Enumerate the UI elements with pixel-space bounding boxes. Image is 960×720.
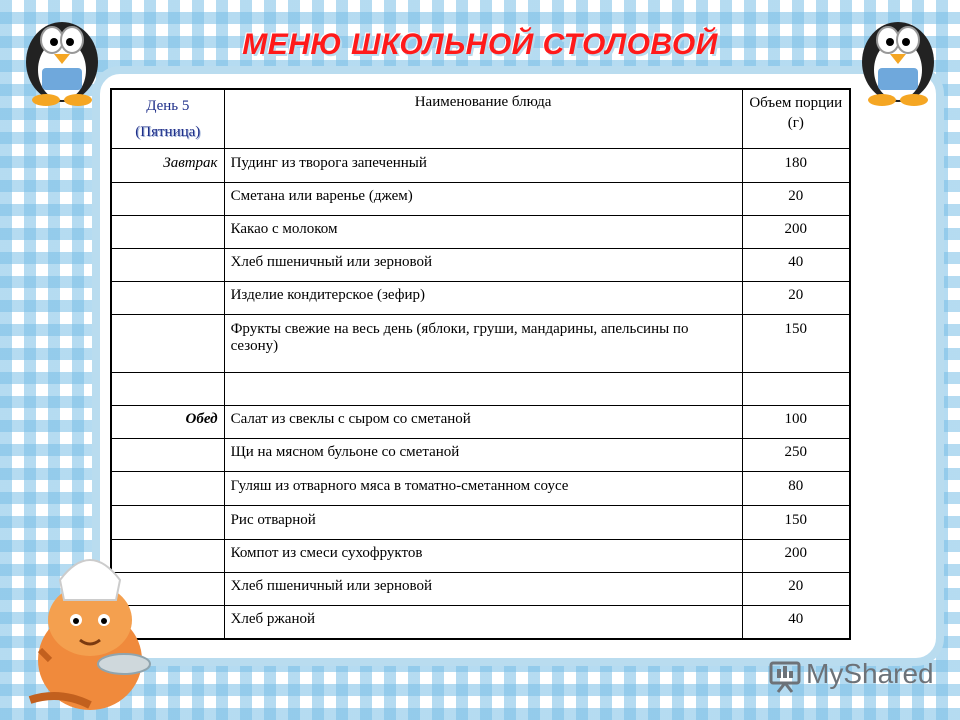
table-row: [111, 540, 850, 573]
grams-cell: 40: [742, 606, 850, 640]
table-row: [111, 606, 850, 640]
meal-cell: [111, 183, 224, 216]
dish-cell: Щи на мясном бульоне со сметаной: [224, 439, 742, 472]
table-row: [111, 506, 850, 540]
table-row: [111, 472, 850, 506]
grams-cell: 20: [742, 183, 850, 216]
penguin-left-icon: [14, 6, 110, 106]
dish-cell: Хлеб пшеничный или зерновой: [224, 249, 742, 282]
dish-cell: Салат из свеклы с сыром со сметаной: [224, 406, 742, 439]
table-row: [111, 282, 850, 315]
grams-cell: 200: [742, 216, 850, 249]
grams-cell: 150: [742, 506, 850, 540]
grams-cell: 180: [742, 149, 850, 183]
grams-cell: [742, 373, 850, 406]
table-row: [111, 406, 850, 439]
table-header-row: [111, 89, 850, 149]
grams-cell: 200: [742, 540, 850, 573]
table-row: [111, 439, 850, 472]
dish-cell: Какао с молоком: [224, 216, 742, 249]
meal-cell: Обед: [111, 406, 224, 439]
myshared-logo: [768, 658, 934, 693]
meal-cell: [111, 472, 224, 506]
table-row: [111, 183, 850, 216]
table-row: [111, 149, 850, 183]
presentation-board-icon: [768, 659, 802, 693]
portion-header: Объем порции (г): [742, 89, 850, 149]
dish-cell: [224, 373, 742, 406]
dish-cell: Рис отварной: [224, 506, 742, 540]
dish-cell: Компот из смеси сухофруктов: [224, 540, 742, 573]
logo-text: MyShared: [806, 658, 934, 689]
meal-cell: [111, 439, 224, 472]
table-row: [111, 573, 850, 606]
dish-cell: Сметана или варенье (джем): [224, 183, 742, 216]
meal-cell: [111, 249, 224, 282]
dish-cell: Гуляш из отварного мяса в томатно-сметанном соусе: [224, 472, 742, 506]
dish-cell: Фрукты свежие на весь день (яблоки, груши, мандарины, апельсины по сезону): [224, 315, 742, 373]
meal-cell: [111, 315, 224, 373]
table-row: [111, 249, 850, 282]
grams-cell: 80: [742, 472, 850, 506]
dish-cell: Хлеб ржаной: [224, 606, 742, 640]
grams-cell: 100: [742, 406, 850, 439]
grams-cell: 250: [742, 439, 850, 472]
grams-cell: 150: [742, 315, 850, 373]
day-header: [111, 89, 224, 149]
page-title: МЕНЮ ШКОЛЬНОЙ СТОЛОВОЙ: [242, 28, 718, 61]
table-row: [111, 216, 850, 249]
grams-cell: 40: [742, 249, 850, 282]
table-row: [111, 315, 850, 373]
dish-cell: Изделие кондитерское (зефир): [224, 282, 742, 315]
table-row: [111, 373, 850, 406]
meal-cell: Завтрак: [111, 149, 224, 183]
dish-cell: Хлеб пшеничный или зерновой: [224, 573, 742, 606]
chef-cat-icon: [20, 540, 170, 716]
meal-cell: [111, 216, 224, 249]
dish-name-header: Наименование блюда: [224, 89, 742, 149]
dish-cell: Пудинг из творога запеченный: [224, 149, 742, 183]
grams-cell: 20: [742, 282, 850, 315]
weekday-label: (Пятница): [135, 124, 201, 140]
meal-cell: [111, 373, 224, 406]
grams-cell: 20: [742, 573, 850, 606]
penguin-right-icon: [850, 6, 946, 106]
day-label: День 5: [146, 98, 190, 114]
menu-table: [110, 88, 851, 640]
meal-cell: [111, 506, 224, 540]
meal-cell: [111, 282, 224, 315]
